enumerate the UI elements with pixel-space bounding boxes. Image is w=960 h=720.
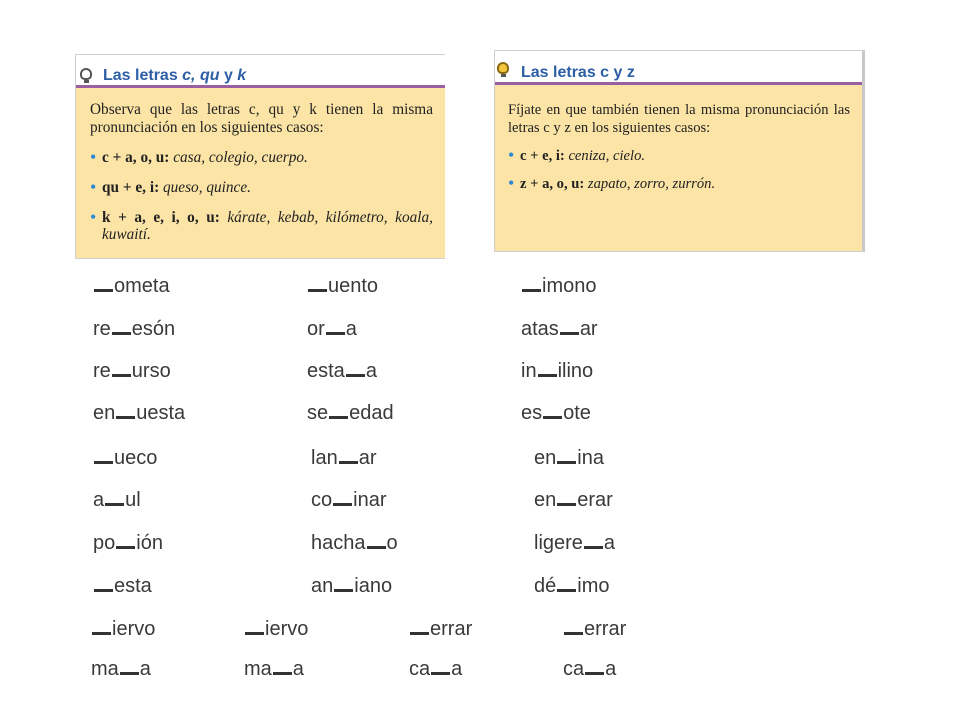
word-prefix: en — [93, 402, 116, 424]
answer-blank[interactable] — [329, 406, 348, 419]
word-suffix: esón — [131, 318, 176, 340]
word-prefix: an — [311, 575, 334, 597]
rule-intro: Fíjate en que también tienen la misma pronunciación las letras c y z en los siguientes casos: — [508, 102, 850, 136]
word-prefix: ligere — [534, 532, 583, 554]
word-prefix: po — [93, 532, 116, 554]
word-suffix: uento — [328, 275, 379, 297]
word-suffix: edad — [349, 402, 394, 424]
word-suffix: urso — [131, 360, 171, 382]
rule-box-header — [76, 55, 445, 88]
word-suffix: ote — [563, 402, 591, 424]
word-prefix: en — [534, 447, 557, 469]
lightbulb-icon — [497, 62, 509, 74]
word-suffix: ar — [358, 447, 377, 469]
exercise-word — [409, 617, 472, 641]
word-suffix: imo — [577, 575, 610, 597]
answer-blank[interactable] — [410, 622, 429, 635]
answer-blank[interactable] — [112, 322, 131, 335]
rule-key: k + a, e, i, o, u: — [102, 209, 220, 226]
exercise-word — [244, 617, 308, 641]
exercise-word — [563, 657, 616, 681]
word-prefix: co — [311, 489, 333, 511]
exercise-word — [534, 531, 615, 555]
exercise-word — [93, 317, 175, 341]
word-prefix: ma — [244, 658, 272, 680]
exercise-word — [93, 401, 185, 425]
exercise-word — [307, 359, 377, 383]
rule-key: z + a, o, u: — [520, 176, 585, 192]
word-prefix: ma — [91, 658, 119, 680]
rule-key: c + e, i: — [520, 148, 565, 164]
exercise-word — [93, 446, 157, 470]
word-suffix: ina — [577, 447, 604, 469]
rule-key: c + a, o, u: — [102, 149, 170, 166]
rule-item — [90, 209, 433, 243]
rule-examples: queso, quince. — [163, 179, 251, 196]
rule-examples: ceniza, cielo. — [568, 148, 646, 164]
word-suffix: ilino — [557, 360, 594, 382]
word-suffix: a — [292, 658, 304, 680]
exercise-word — [91, 657, 151, 681]
exercise-word — [534, 446, 604, 470]
rule-item — [90, 179, 433, 197]
word-prefix: a — [93, 489, 105, 511]
answer-blank[interactable] — [308, 279, 327, 292]
answer-blank[interactable] — [273, 662, 292, 675]
rule-box-c-qu-k — [75, 54, 445, 259]
answer-blank[interactable] — [333, 493, 352, 506]
rule-box-body — [495, 101, 862, 193]
answer-blank[interactable] — [564, 622, 583, 635]
answer-blank[interactable] — [367, 536, 386, 549]
word-prefix: es — [521, 402, 543, 424]
answer-blank[interactable] — [557, 493, 576, 506]
answer-blank[interactable] — [585, 662, 604, 675]
word-prefix: in — [521, 360, 537, 382]
word-prefix: re — [93, 360, 111, 382]
word-suffix: a — [345, 318, 357, 340]
word-prefix: dé — [534, 575, 557, 597]
rule-examples: casa, colegio, cuerpo. — [173, 149, 308, 166]
rule-examples: kárate, kebab, kilómetro, koala, kuwaití. — [102, 209, 433, 243]
answer-blank[interactable] — [105, 493, 124, 506]
rule-list — [508, 147, 850, 193]
exercise-word — [311, 574, 392, 598]
rule-list — [90, 149, 433, 243]
word-suffix: a — [365, 360, 377, 382]
word-suffix: inar — [353, 489, 387, 511]
exercise-word — [521, 274, 596, 298]
rule-item — [90, 149, 433, 167]
exercise-word — [93, 359, 171, 383]
word-suffix: a — [139, 658, 151, 680]
answer-blank[interactable] — [431, 662, 450, 675]
word-suffix: o — [386, 532, 398, 554]
word-prefix: hacha — [311, 532, 366, 554]
exercise-word — [534, 488, 613, 512]
word-suffix: errar — [430, 618, 473, 640]
answer-blank[interactable] — [326, 322, 345, 335]
word-suffix: imono — [542, 275, 597, 297]
answer-blank[interactable] — [339, 451, 358, 464]
word-suffix: iervo — [112, 618, 156, 640]
exercise-word — [93, 531, 163, 555]
word-prefix: ca — [409, 658, 431, 680]
exercise-word — [521, 317, 598, 341]
answer-blank[interactable] — [116, 406, 135, 419]
rule-box-header — [495, 51, 862, 85]
word-suffix: ul — [125, 489, 141, 511]
word-suffix: errar — [584, 618, 627, 640]
answer-blank[interactable] — [584, 536, 603, 549]
answer-blank[interactable] — [543, 406, 562, 419]
word-suffix: iano — [354, 575, 393, 597]
word-suffix: erar — [577, 489, 613, 511]
word-suffix: iervo — [265, 618, 309, 640]
answer-blank[interactable] — [245, 622, 264, 635]
rule-key: qu + e, i: — [102, 179, 160, 196]
word-suffix: a — [605, 658, 617, 680]
word-prefix: ca — [563, 658, 585, 680]
word-suffix: ión — [136, 532, 163, 554]
word-prefix: atas — [521, 318, 559, 340]
exercise-word — [521, 359, 593, 383]
rule-intro: Observa que las letras c, qu y k tienen la misma pronunciación en los siguientes casos: — [90, 101, 433, 136]
exercise-word — [311, 446, 377, 470]
answer-blank[interactable] — [92, 622, 111, 635]
exercise-word — [93, 274, 170, 298]
word-prefix: lan — [311, 447, 338, 469]
lightbulb-icon — [80, 68, 92, 80]
exercise-word — [521, 401, 591, 425]
exercise-word — [311, 531, 398, 555]
exercise-word — [409, 657, 462, 681]
answer-blank[interactable] — [557, 451, 576, 464]
exercise-word — [307, 401, 394, 425]
word-suffix: a — [603, 532, 616, 554]
answer-blank[interactable] — [346, 364, 365, 377]
word-prefix: se — [307, 402, 329, 424]
answer-blank[interactable] — [94, 279, 113, 292]
rule-box-c-z — [494, 50, 865, 252]
rule-item — [508, 175, 850, 193]
word-prefix: re — [93, 318, 111, 340]
exercise-word — [93, 488, 141, 512]
word-prefix: en — [534, 489, 557, 511]
answer-blank[interactable] — [334, 579, 353, 592]
word-suffix: uesta — [136, 402, 186, 424]
word-suffix: ar — [579, 318, 598, 340]
exercise-word — [311, 488, 386, 512]
word-suffix: ometa — [114, 275, 170, 297]
answer-blank[interactable] — [116, 536, 135, 549]
word-suffix: a — [451, 658, 463, 680]
answer-blank[interactable] — [94, 451, 113, 464]
word-prefix: or — [307, 318, 325, 340]
answer-blank[interactable] — [120, 662, 139, 675]
bullet-icon: • — [508, 173, 515, 193]
bullet-icon: • — [90, 207, 97, 227]
answer-blank[interactable] — [522, 279, 541, 292]
rule-box-title: Las letras c, qu y k — [103, 67, 247, 84]
rule-item — [508, 147, 850, 165]
bullet-icon: • — [508, 145, 515, 165]
answer-blank[interactable] — [94, 579, 113, 592]
exercise-word — [93, 574, 152, 598]
word-suffix: ueco — [114, 447, 158, 469]
rule-box-title: Las letras c y z — [521, 64, 635, 81]
exercise-word — [91, 617, 155, 641]
exercise-word — [534, 574, 609, 598]
bullet-icon: • — [90, 177, 97, 197]
exercise-word — [563, 617, 626, 641]
answer-blank[interactable] — [560, 322, 579, 335]
answer-blank[interactable] — [557, 579, 576, 592]
word-suffix: esta — [114, 575, 152, 597]
rule-examples: zapato, zorro, zurrón. — [587, 176, 716, 192]
rule-box-body — [76, 101, 445, 243]
exercise-word — [244, 657, 304, 681]
answer-blank[interactable] — [538, 364, 557, 377]
answer-blank[interactable] — [112, 364, 131, 377]
exercise-word — [307, 317, 357, 341]
word-prefix: esta — [307, 360, 345, 382]
exercise-word — [307, 274, 378, 298]
bullet-icon: • — [90, 147, 97, 167]
